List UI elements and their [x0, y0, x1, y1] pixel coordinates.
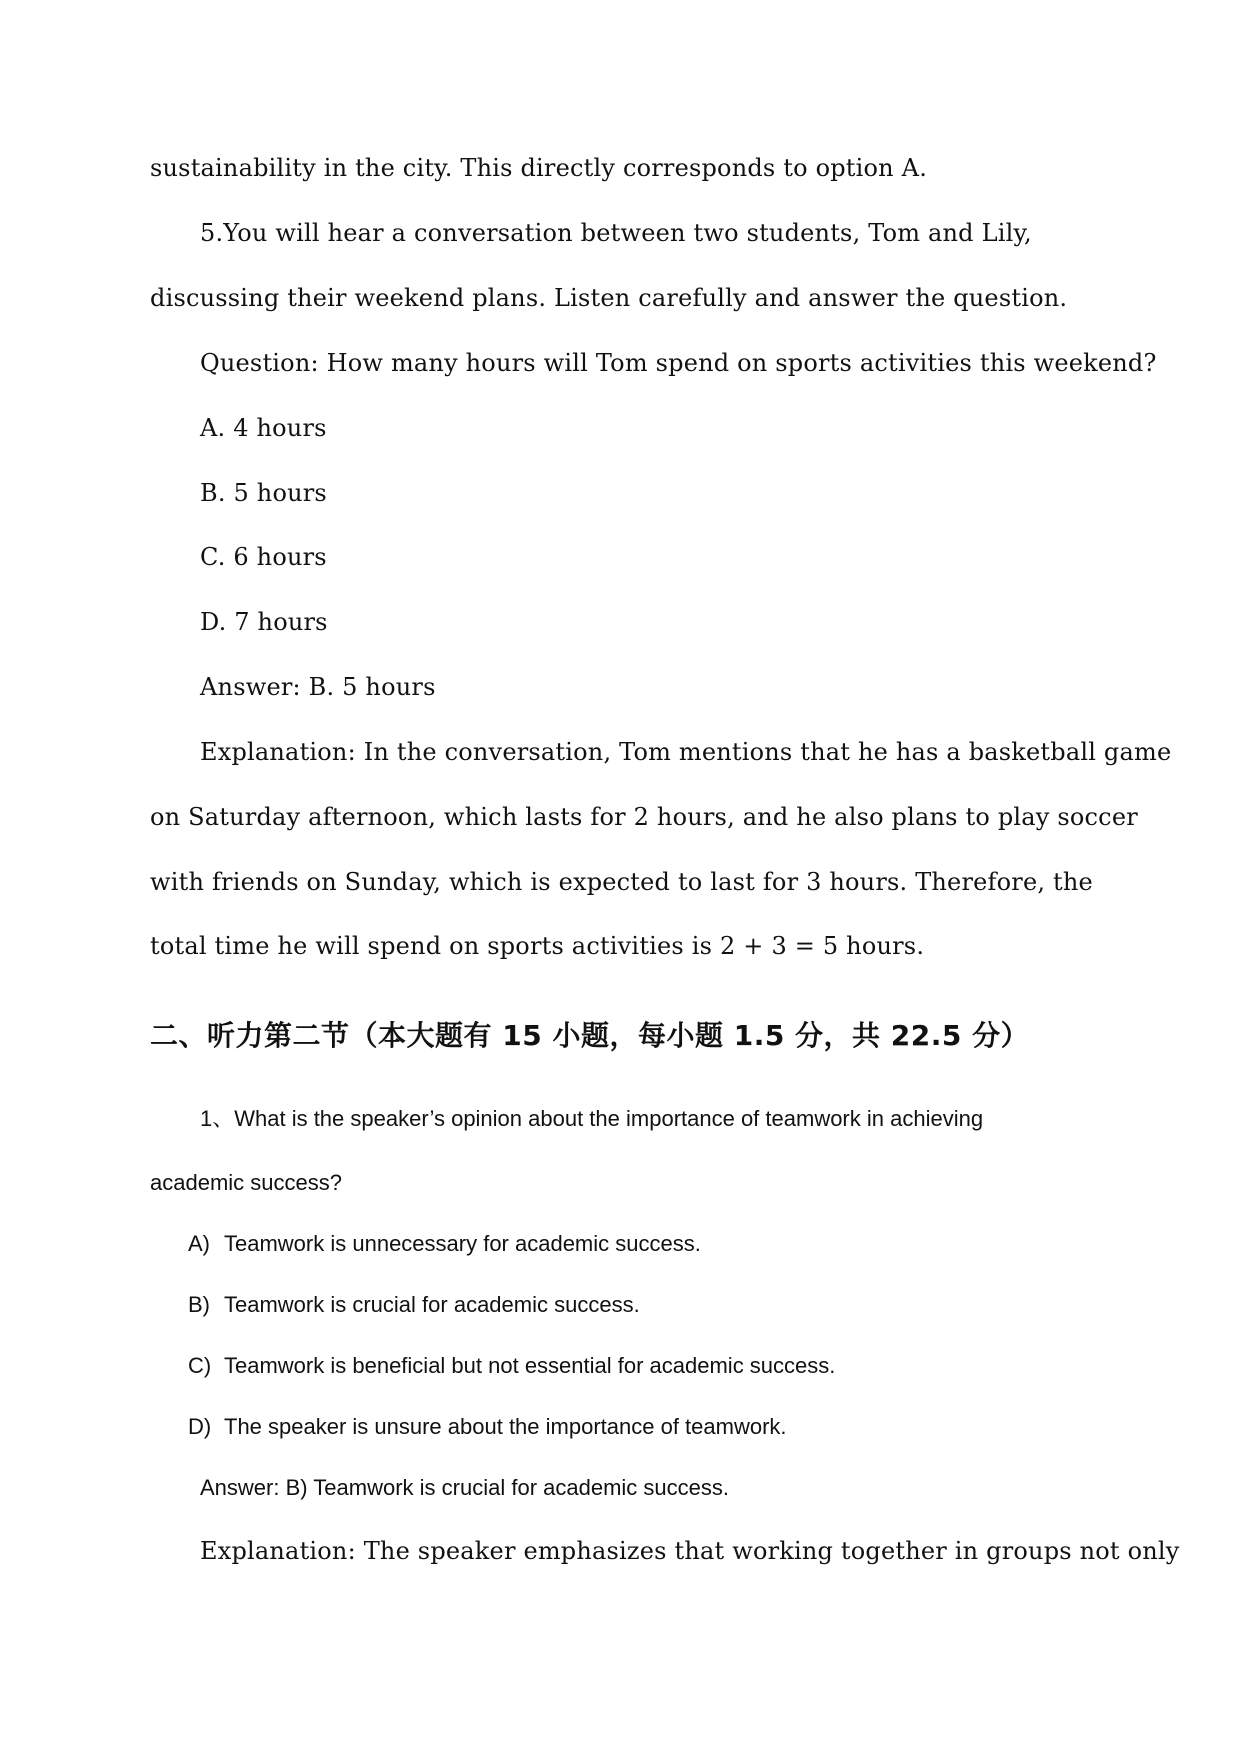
- question-5-prompt: Question: How many hours will Tom spend on sports activities this weekend?: [200, 349, 1157, 377]
- option-letter: C): [188, 1353, 212, 1378]
- explanation-line: Explanation: The speaker emphasizes that working together in groups not only: [200, 1537, 1180, 1565]
- explanation-line: with friends on Sunday, which is expected to last for 3 hours. Therefore, the: [150, 868, 1093, 896]
- option-b: B. 5 hours: [200, 479, 327, 507]
- question-5-intro: 5.You will hear a conversation between two students, Tom and Lily,: [200, 219, 1032, 247]
- option-letter: A): [188, 1231, 210, 1256]
- explanation-line: on Saturday afternoon, which lasts for 2 hours, and he also plans to play soccer: [150, 803, 1138, 831]
- explanation-line: Explanation: In the conversation, Tom mentions that he has a basketball game: [200, 738, 1172, 766]
- option-a: A. 4 hours: [200, 414, 327, 442]
- explanation-line: total time he will spend on sports activities is 2 + 3 = 5 hours.: [150, 932, 925, 960]
- option-letter: D): [188, 1414, 212, 1439]
- question-1-line: 1、What is the speaker’s opinion about the importance of teamwork in achieving: [200, 1106, 984, 1131]
- option-b: [188, 1294, 640, 1316]
- option-d: [188, 1416, 787, 1438]
- option-text: Teamwork is unnecessary for academic success.: [224, 1231, 701, 1256]
- option-d: D. 7 hours: [200, 608, 328, 636]
- question-1-line: academic success?: [150, 1170, 342, 1195]
- text-line: discussing their weekend plans. Listen carefully and answer the question.: [150, 284, 1068, 312]
- text-line: sustainability in the city. This directly corresponds to option A.: [150, 154, 928, 182]
- option-text: The speaker is unsure about the importance of teamwork.: [224, 1414, 787, 1439]
- option-a: [188, 1233, 701, 1255]
- answer-line: Answer: B) Teamwork is crucial for academic success.: [200, 1475, 729, 1500]
- option-c: C. 6 hours: [200, 543, 327, 571]
- option-text: Teamwork is crucial for academic success.: [224, 1292, 640, 1317]
- answer-line: Answer: B. 5 hours: [200, 673, 436, 701]
- option-text: Teamwork is beneficial but not essential for academic success.: [224, 1353, 836, 1378]
- option-letter: B): [188, 1292, 210, 1317]
- section-heading: 二、听力第二节（本大题有 15 小题，每小题 1.5 分，共 22.5 分）: [150, 1019, 1030, 1052]
- option-c: [188, 1355, 835, 1377]
